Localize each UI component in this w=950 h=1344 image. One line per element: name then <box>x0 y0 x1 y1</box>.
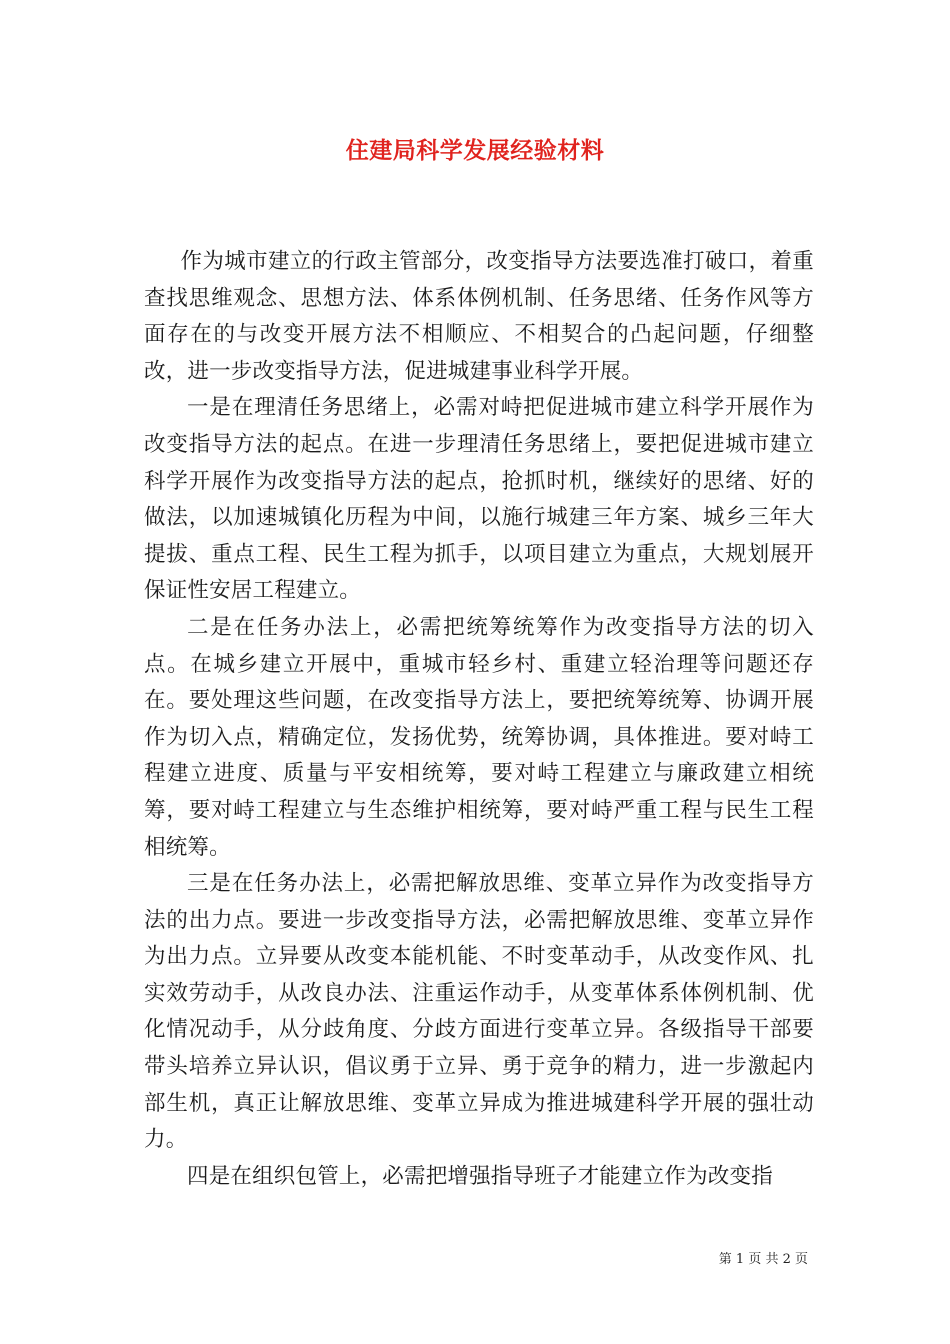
page-number: 第 1 页 共 2 页 <box>718 1252 808 1267</box>
paragraph-point-four: 四是在组织包管上，必需把增强指导班子才能建立作为改变指 <box>187 1163 773 1189</box>
paragraph-intro: 作为城市建立的行政主管部分，改变指导方法要选准打破口，着重查找思维观念、思想方法、体系体例机制、任务思绪、任务作风等方面存在的与改变开展方法不相顺应、不相契合的凸起问题，仔细整改，进一步改变指导方法，促进城建事业科学开展。 <box>144 249 814 384</box>
document-title: 住建局科学发展经验材料 <box>345 138 605 164</box>
paragraph-point-one: 一是在理清任务思绪上，必需对峙把促进城市建立科学开展作为改变指导方法的起点。在进一步理清任务思绪上，要把促进城市建立科学开展作为改变指导方法的起点，抢抓时机，继续好的思绪、好的做法，以加速城镇化历程为中间，以施行城建三年方案、城乡三年大提拔、重点工程、民生工程为抓手，以项目建立为重点，大规划展开保证性安居工程建立。 <box>144 395 814 604</box>
paragraph-point-two: 二是在任务办法上，必需把统筹统筹作为改变指导方法的切入点。在城乡建立开展中，重城市轻乡村、重建立轻治理等问题还存在。要处理这些问题，在改变指导方法上，要把统筹统筹、协调开展作为切入点，精确定位，发扬优势，统筹协调，具体推进。要对峙工程建立进度、质量与平安相统筹，要对峙工程建立与廉政建立相统筹，要对峙工程建立与生态维护相统筹，要对峙严重工程与民生工程相统筹。 <box>144 614 814 860</box>
paragraph-point-three: 三是在任务办法上，必需把解放思维、变革立异作为改变指导方法的出力点。要进一步改变指导方法，必需把解放思维、变革立异作为出力点。立异要从改变本能机能、不时变革动手，从改变作风、扎实效劳动手，从改良办法、注重运作动手，从变革体系体例机制、优化情况动手，从分歧角度、分歧方面进行变革立异。各级指导干部要带头培养立异认识，倡议勇于立异、勇于竞争的精力，进一步激起内部生机，真正让解放思维、变革立异成为推进城建科学开展的强壮动力。 <box>144 871 814 1153</box>
document-body <box>144 244 814 1195</box>
